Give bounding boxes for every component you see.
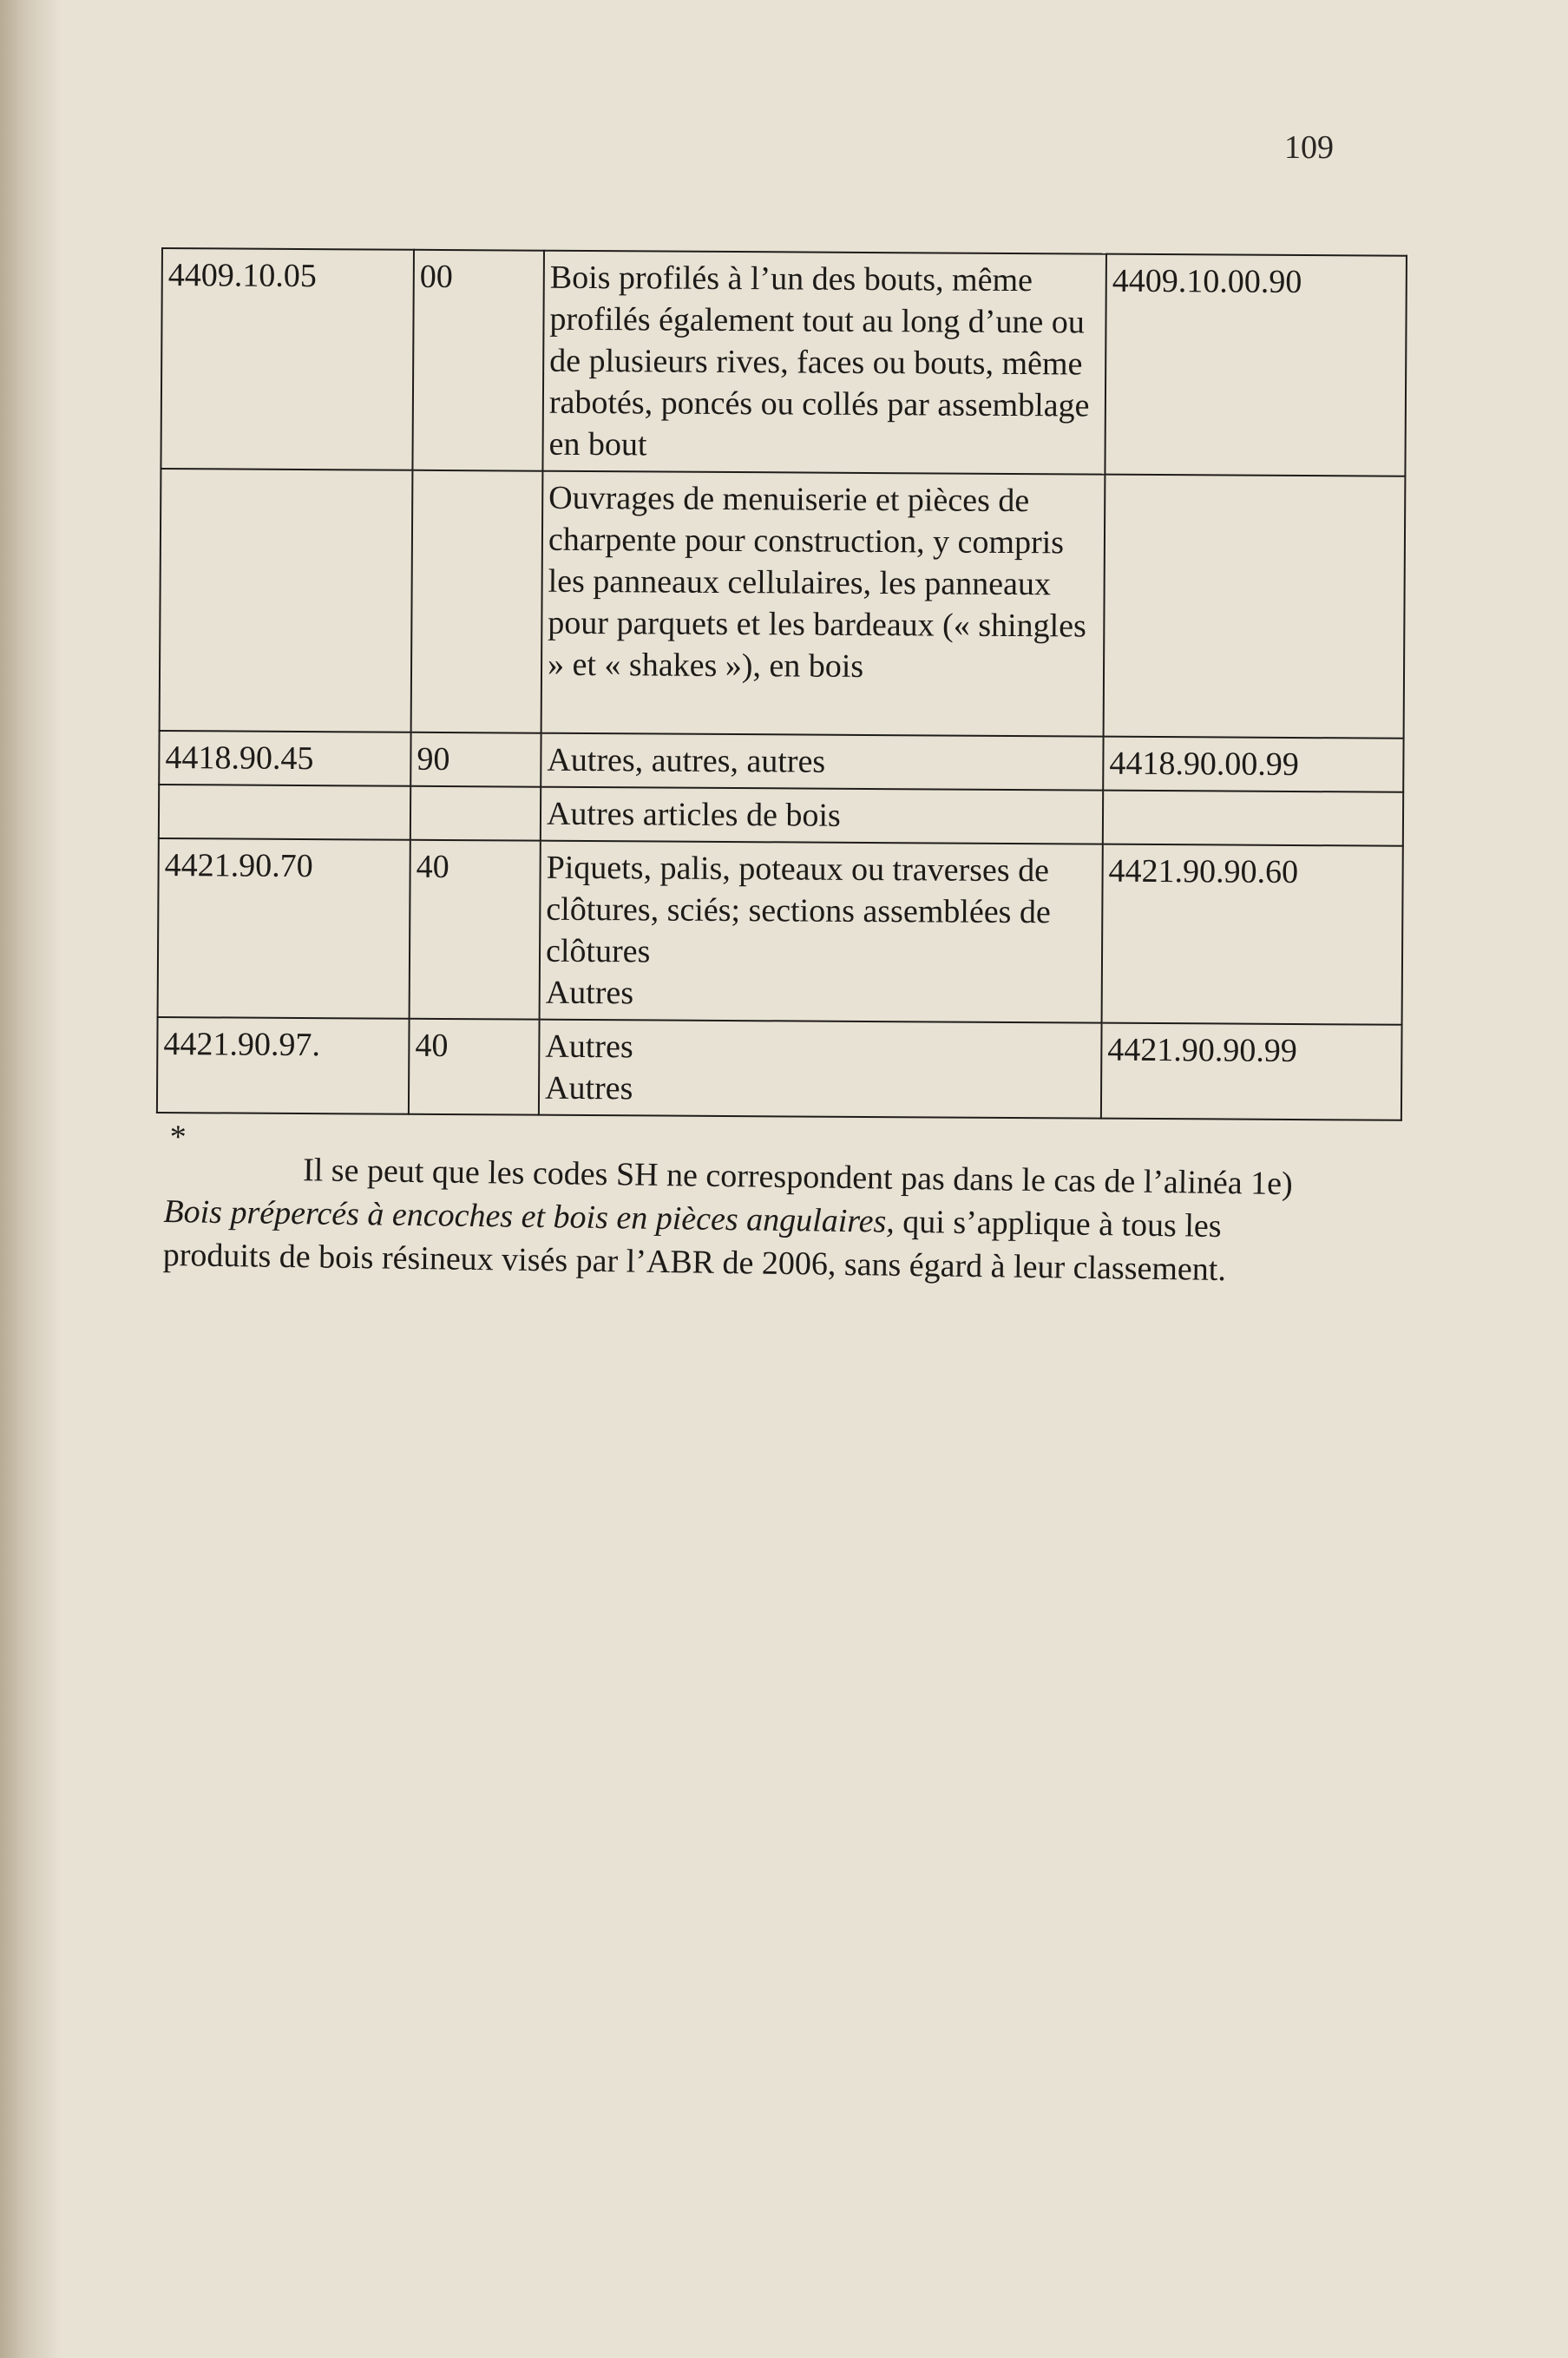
hs-code-cell bbox=[159, 785, 410, 840]
table-row bbox=[159, 731, 1403, 792]
table-row bbox=[160, 469, 1406, 739]
canada-code-cell: 4409.10.00.90 bbox=[1105, 254, 1407, 476]
hs-code-cell: 4409.10.05 bbox=[161, 248, 414, 470]
suffix-cell bbox=[411, 470, 543, 733]
canada-code-cell bbox=[1104, 475, 1406, 739]
table-row bbox=[159, 785, 1403, 846]
hs-code-cell: 4421.90.70 bbox=[158, 838, 410, 1019]
suffix-cell bbox=[410, 786, 541, 841]
canada-code-cell bbox=[1103, 791, 1403, 846]
table-row bbox=[158, 838, 1403, 1025]
hs-code-cell bbox=[160, 469, 413, 732]
canada-code-cell: 4418.90.00.99 bbox=[1103, 737, 1403, 792]
footnote-text-italic: Bois prépercés à encoches et bois en pièces angulaires, bbox=[163, 1192, 896, 1240]
description-cell: Bois profilés à l’un des bouts, même profilés également tout au long d’une ou de plusieurs rives, faces ou bouts, même rabotés, poncés ou collés par assemblage en bout bbox=[542, 251, 1106, 475]
tariff-correspondence-table bbox=[156, 247, 1407, 1121]
table-row bbox=[157, 1017, 1402, 1120]
page-number: 109 bbox=[1284, 129, 1334, 166]
suffix-cell: 40 bbox=[409, 1019, 540, 1115]
suffix-cell: 00 bbox=[412, 250, 544, 471]
canada-code-cell: 4421.90.90.60 bbox=[1102, 844, 1403, 1025]
footnote-text bbox=[162, 1115, 1309, 1292]
description-extra: Autres bbox=[545, 974, 634, 1012]
description-cell: Autres Autres bbox=[539, 1020, 1102, 1119]
description-cell: Piquets, palis, poteaux ou traverses de clôtures, sciés; sections assemblées de clôtures Autres bbox=[540, 841, 1103, 1023]
canada-code-cell: 4421.90.90.99 bbox=[1101, 1023, 1402, 1120]
footnote-marker: * bbox=[169, 1119, 187, 1156]
hs-code-cell: 4421.90.97. bbox=[157, 1017, 410, 1114]
suffix-cell: 90 bbox=[410, 732, 541, 787]
suffix-cell: 40 bbox=[410, 840, 541, 1020]
description-cell: Autres articles de bois bbox=[541, 787, 1103, 844]
description-extra: Autres bbox=[544, 1069, 633, 1107]
footnote bbox=[162, 1115, 1309, 1292]
footnote-text-before: Il se peut que les codes SH ne correspondent pas dans le cas de l’alinéa 1e) bbox=[302, 1152, 1293, 1203]
hs-code-cell: 4418.90.45 bbox=[159, 731, 410, 786]
page-binding-shadow bbox=[0, 0, 61, 2358]
table-row bbox=[161, 248, 1407, 476]
footnote-text-after: qui s’applique à tous les produits de bois résineux visés par l’ABR de 2006, sans égard à leur classement. bbox=[162, 1203, 1227, 1289]
description-cell: Autres, autres, autres bbox=[541, 733, 1103, 791]
description-cell: Ouvrages de menuiserie et pièces de charpente pour construction, y compris les panneaux cellulaires, les panneaux pour parquets et les bardeaux (« shingles » et « shakes »), en bois bbox=[541, 471, 1105, 737]
